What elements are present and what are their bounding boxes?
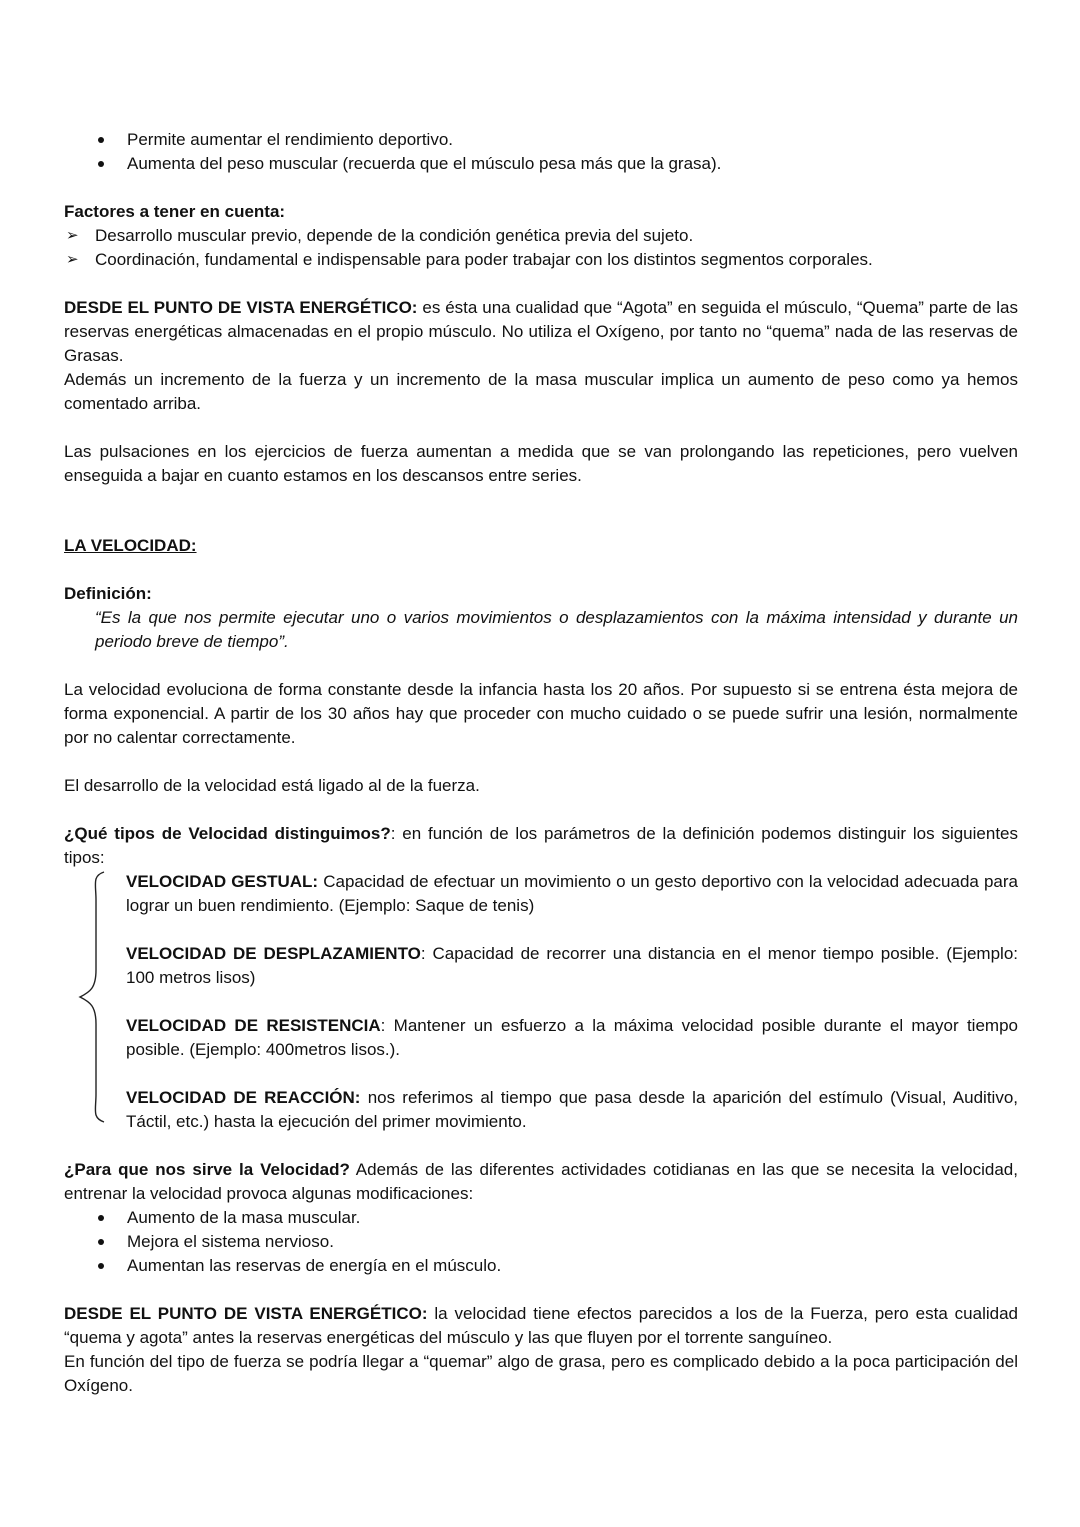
curly-brace-icon bbox=[76, 870, 106, 1124]
tipo-reaccion: VELOCIDAD DE REACCIÓN: nos referimos al tiempo que pasa desde la aparición del estímulo (Visual, Auditivo, Táctil, etc.) hasta la ejecución del primer movimiento. bbox=[126, 1088, 1018, 1131]
list-item: Aumenta del peso muscular (recuerda que el músculo pesa más que la grasa). bbox=[96, 152, 1018, 176]
tipo-desplazamiento: VELOCIDAD DE DESPLAZAMIENTO: Capacidad de recorrer una distancia en el menor tiempo posible. (Ejemplo: 100 metros lisos) bbox=[126, 944, 1018, 987]
definicion-heading: Definición: bbox=[64, 584, 152, 603]
definicion-quote: “Es la que nos permite ejecutar uno o varios movimientos o desplazamientos con la máxima intensidad y durante un periodo breve de tiempo”. bbox=[95, 608, 1018, 651]
sirve-bullet-list bbox=[64, 1206, 1018, 1278]
list-item: Aumento de la masa muscular. bbox=[96, 1206, 1018, 1230]
list-item: ➢ Desarrollo muscular previo, depende de la condición genética previa del sujeto. bbox=[64, 224, 1018, 248]
ligado-paragraph: El desarrollo de la velocidad está ligado al de la fuerza. bbox=[64, 776, 480, 795]
intro-bullet-list bbox=[64, 128, 1018, 176]
factores-heading: Factores a tener en cuenta: bbox=[64, 202, 286, 221]
arrow-bullet-icon: ➢ bbox=[66, 227, 79, 244]
list-item: Permite aumentar el rendimiento deportivo. bbox=[96, 128, 1018, 152]
energetico-fuerza-paragraph: DESDE EL PUNTO DE VISTA ENERGÉTICO: es ésta una cualidad que “Agota” en seguida el músculo, “Quema” parte de las reservas energéticas almacenadas en el propio músculo. No utiliza el Oxígeno, por tanto no “quema” nada de las reservas de Grasas. bbox=[64, 298, 1018, 365]
document-page bbox=[64, 128, 1018, 1398]
tipos-paragraph: ¿Qué tipos de Velocidad distinguimos?: en función de los parámetros de la definición podemos distinguir los siguientes tipos: bbox=[64, 824, 1019, 867]
sirve-paragraph: ¿Para que nos sirve la Velocidad? Además de las diferentes actividades cotidianas en las que se necesita la velocidad, entrenar la velocidad provoca algunas modificaciones: bbox=[64, 1160, 1018, 1203]
tipo-resistencia: VELOCIDAD DE RESISTENCIA: Mantener un esfuerzo a la máxima velocidad posible durante el mayor tiempo posible. (Ejemplo: 400metros lisos.). bbox=[126, 1016, 1018, 1059]
tipos-velocidad-group bbox=[64, 870, 1018, 1134]
evolucion-paragraph: La velocidad evoluciona de forma constante desde la infancia hasta los 20 años. Por supuesto si se entrena ésta mejora de forma exponencial. A partir de los 30 años hay que proceder con mucho cuidado o se puede sufrir una lesión, normalmente por no calentar correctamente. bbox=[64, 680, 1018, 747]
section-title-velocidad: LA VELOCIDAD: bbox=[64, 536, 197, 555]
list-item: Mejora el sistema nervioso. bbox=[96, 1230, 1018, 1254]
arrow-bullet-icon: ➢ bbox=[66, 251, 79, 268]
energetico-fuerza-paragraph-2: Además un incremento de la fuerza y un incremento de la masa muscular implica un aumento de peso como ya hemos comentado arriba. bbox=[64, 370, 1018, 413]
energetico-velocidad-paragraph-2: En función del tipo de fuerza se podría llegar a “quemar” algo de grasa, pero es complicado debido a la poca participación del Oxígeno. bbox=[64, 1352, 1018, 1395]
pulsaciones-paragraph: Las pulsaciones en los ejercicios de fuerza aumentan a medida que se van prolongando las repeticiones, pero vuelven enseguida a bajar en cuanto estamos en los descansos entre series. bbox=[64, 442, 1018, 485]
list-item: ➢ Coordinación, fundamental e indispensable para poder trabajar con los distintos segmentos corporales. bbox=[64, 248, 1018, 272]
list-item: Aumentan las reservas de energía en el músculo. bbox=[96, 1254, 1018, 1278]
energetico-velocidad-paragraph: DESDE EL PUNTO DE VISTA ENERGÉTICO: la velocidad tiene efectos parecidos a los de la Fuerza, pero esta cualidad “quema y agota” antes la reservas energéticas del músculo y las que fluyen por el torrente sanguíneo. bbox=[64, 1304, 1018, 1347]
tipo-gestual: VELOCIDAD GESTUAL: Capacidad de efectuar un movimiento o un gesto deportivo con la velocidad adecuada para lograr un buen rendimiento. (Ejemplo: Saque de tenis) bbox=[126, 872, 1018, 915]
factores-list bbox=[64, 224, 1018, 272]
